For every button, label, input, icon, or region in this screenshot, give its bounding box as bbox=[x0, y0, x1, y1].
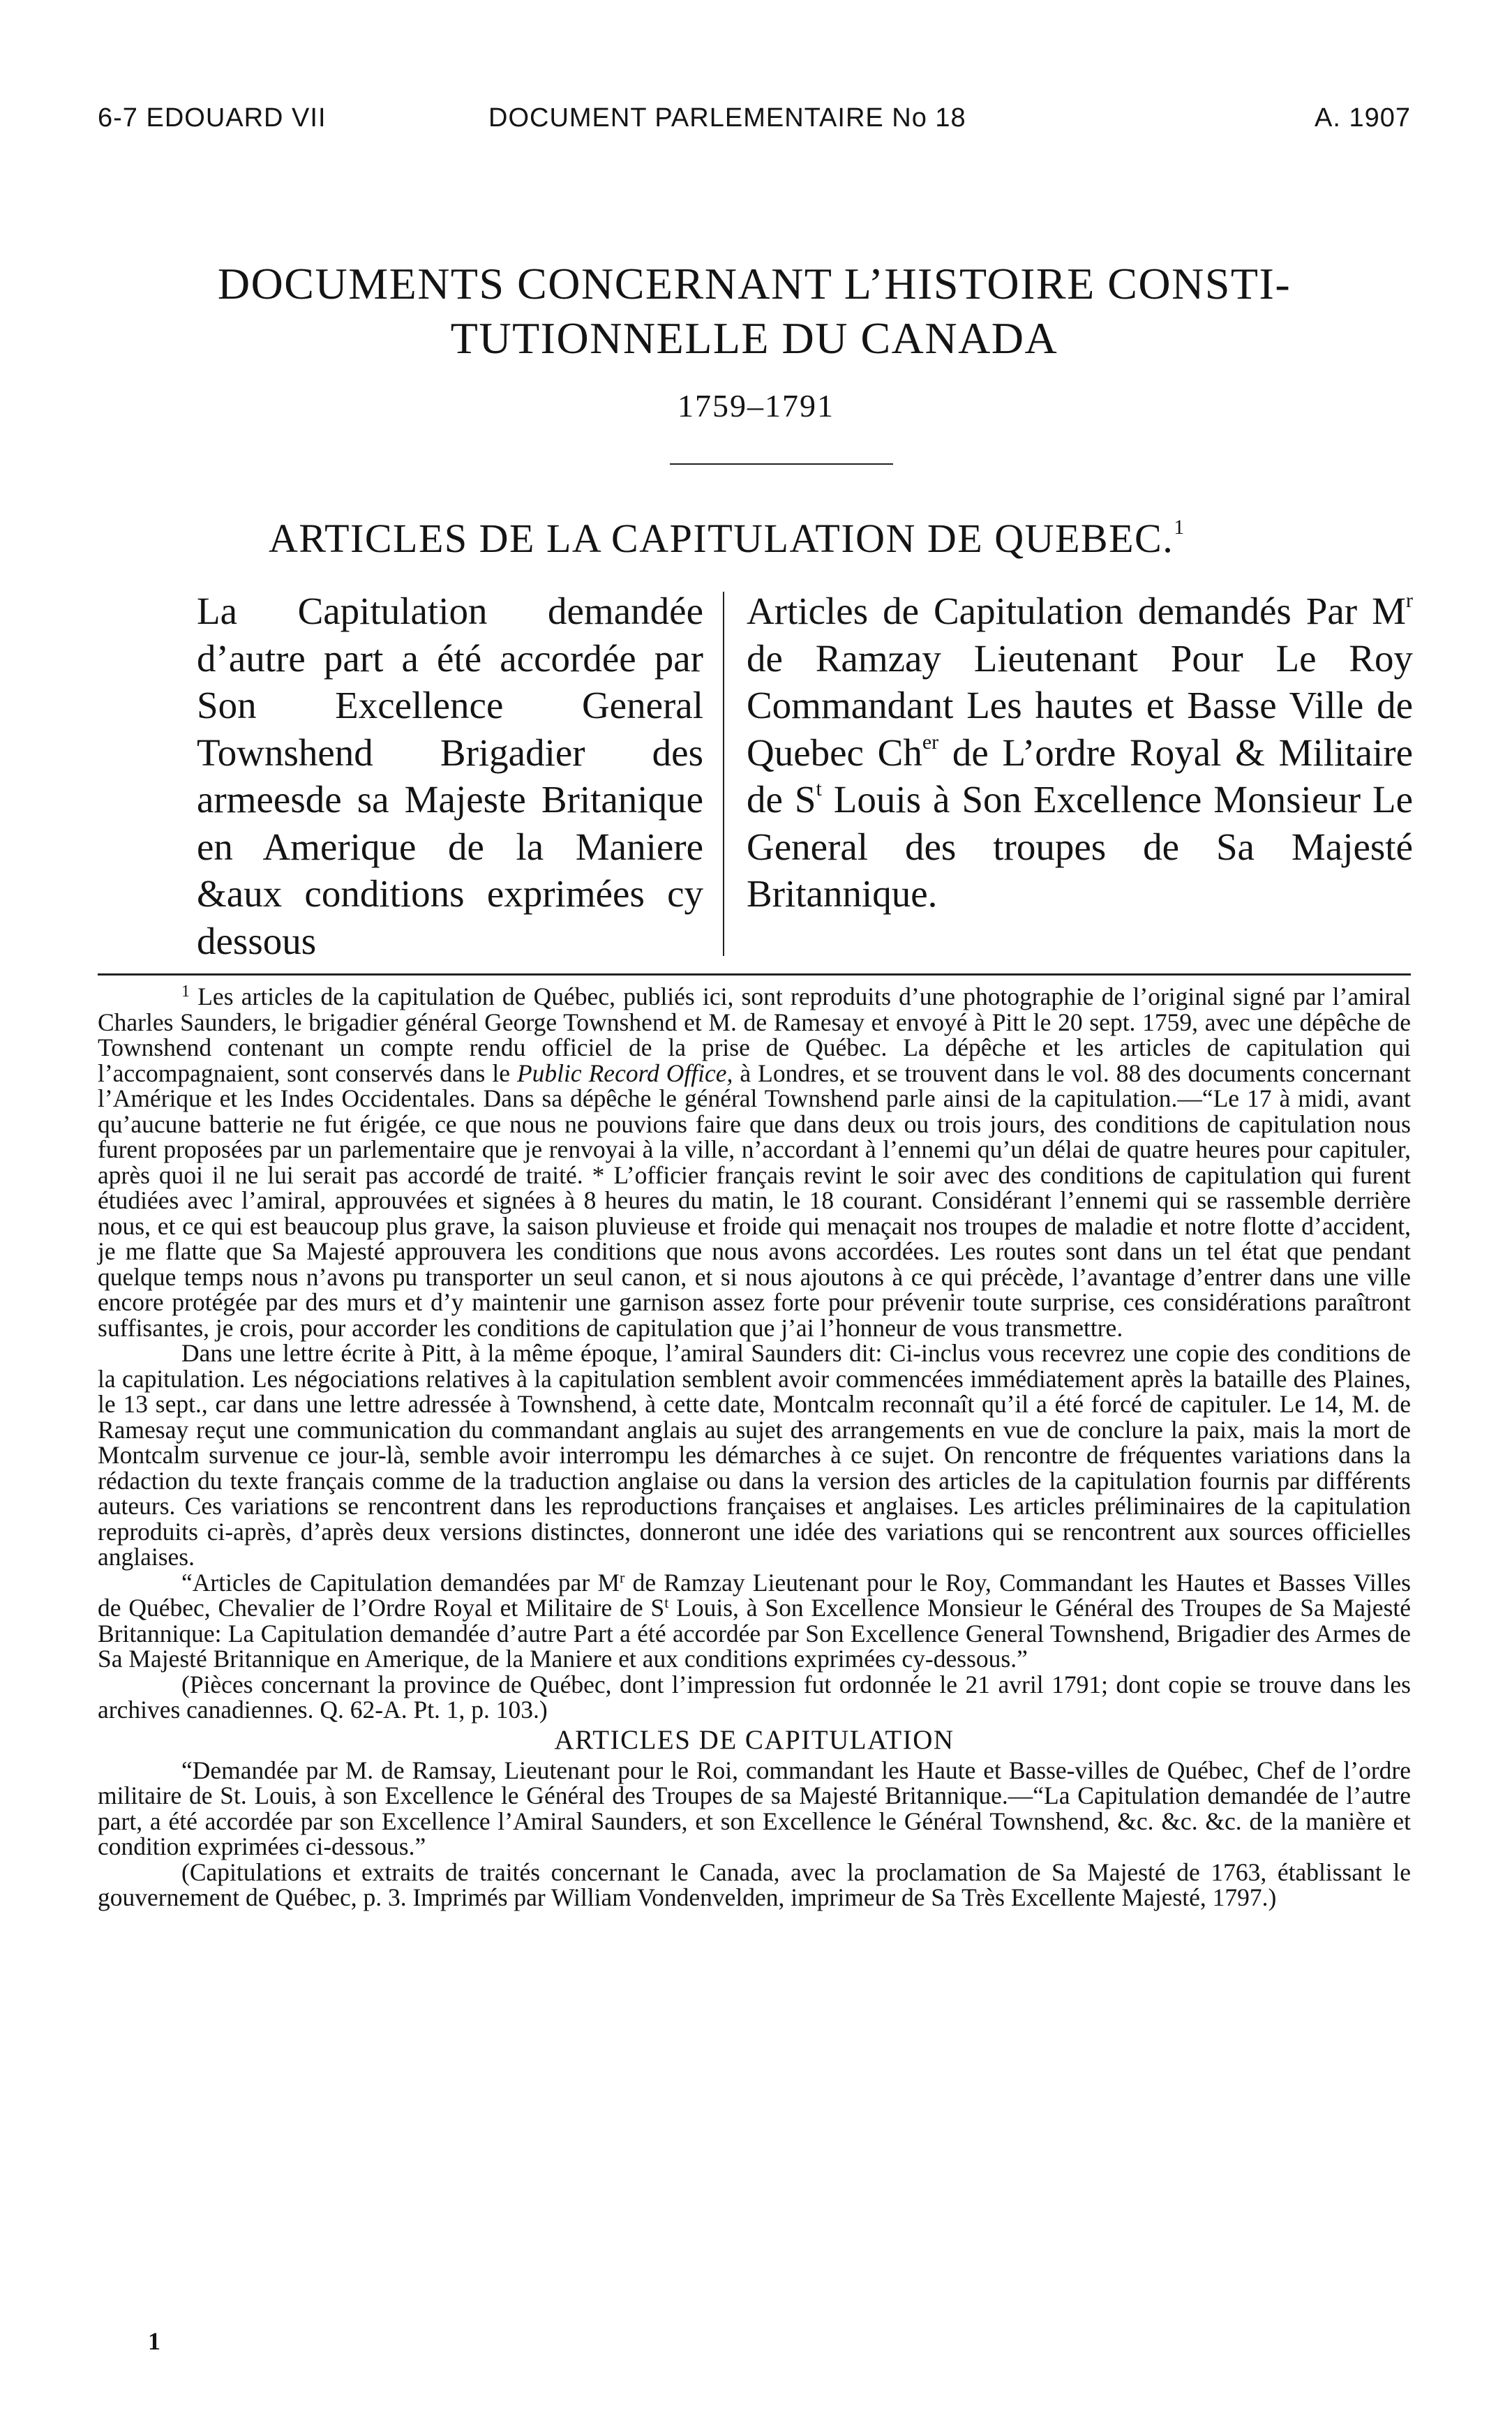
footnote-paragraph-6: (Capitulations et extraits de traités concernant le Canada, avec la proclamation de Sa Majesté de 1763, établissant le gouvernement de Québec, p. 3. Imprimés par William Vondenvelden, imprimeur de Sa Très Excellente Majesté, 1797.) bbox=[98, 1858, 1411, 1911]
footnote-paragraph-1 bbox=[98, 984, 1411, 1340]
title-rule bbox=[670, 463, 893, 465]
right-column-text bbox=[747, 588, 1413, 918]
right-sup-3: t bbox=[816, 777, 822, 800]
section-title bbox=[269, 515, 1455, 562]
fn3-text-a: “Articles de Capitulation demandées par M bbox=[181, 1568, 620, 1597]
right-text-4: Louis à Son Excellence Monsieur Le General des troupes de Sa Majesté Britannique. bbox=[747, 778, 1414, 915]
fn1-italic: Public Record Office, bbox=[516, 1059, 733, 1087]
page-number: 1 bbox=[148, 2327, 160, 2355]
title-line-2: TUTIONNELLE DU CANADA bbox=[450, 313, 1058, 363]
fn3-text-b: de Ramzay Lieutenant pour le Roy, Commandant les Hautes et Basses Villes de Québec, Chevalier de l’Ordre Royal et Militaire de S bbox=[98, 1568, 1411, 1622]
document-title bbox=[98, 257, 1411, 366]
footnote-reference: 1 bbox=[1174, 516, 1185, 539]
running-header bbox=[98, 103, 1411, 145]
fn1-text-a: Les articles de la capitulation de Québec, publiés ici, sont reproduits d’une photographie de l’original signé par l’amiral Charles Saunders, le brigadier général George Townshend et M. de Ramesay et envoyé à Pitt le 20 sept. 1759, avec une dépêche de Townshend contenant un compte rendu officiel de la prise de Québec. La dépêche et les articles de capitulation qui l’accompagnaient, sont conservés dans le bbox=[98, 982, 1411, 1087]
footnote-paragraph-2: Dans une lettre écrite à Pitt, à la même époque, l’amiral Saunders dit: Ci-inclus vous recevrez une copie des conditions de la capitulation. Les négociations relatives à la capitulation semblent avoir commencées immédiatement après la bataille des Plaines, le 13 sept., car dans une lettre adressée à Townshend, à cette date, Montcalm reconnaît qu’il a été forcé de capituler. Le 14, M. de Ramesay reçut une communication du commandant anglais au sujet des arrangements en vue de conclure la paix, mais la mort de Montcalm survenue ce jour-là, semble avoir interrompu les démarches à ce sujet. On rencontre de fréquentes variations dans la rédaction du texte français comme de la traduction anglaise ou dans la version des articles de la capitulation fournis par différents auteurs. Ces variations se rencontrent dans les reproductions françaises et anglaises. Les articles préliminaires de la capitulation reproduits ci-après, d’après deux versions distinctes, donneront une idée des variations qui se rencontrent aux sources officielles anglaises. bbox=[98, 1339, 1411, 1571]
footnote-rule bbox=[98, 973, 1411, 976]
footnote-paragraph-3 bbox=[98, 1570, 1411, 1672]
header-left: 6-7 EDOUARD VII bbox=[98, 103, 327, 133]
right-text-2: de Ramzay Lieutenant Pour Le Roy Commandant Les hautes et Basse Ville de Quebec Ch bbox=[747, 636, 1413, 774]
title-line-1: DOCUMENTS CONCERNANT L’HISTOIRE CONSTI- bbox=[217, 259, 1292, 308]
right-sup-2: er bbox=[922, 730, 939, 754]
right-text-1: Articles de Capitulation demandés Par M bbox=[747, 590, 1406, 632]
section-title-text: ARTICLES DE LA CAPITULATION DE QUEBEC. bbox=[269, 516, 1174, 561]
articles-heading: ARTICLES DE CAPITULATION bbox=[554, 1724, 955, 1755]
fn3-sup-1: r bbox=[620, 1568, 625, 1586]
left-column-text: La Capitulation demandée d’autre part a été accordée par Son Excellence General Townshend Brigadier des armeesde sa Majeste Britanique en Amerique de la Maniere &aux conditions exprimées cy dessous bbox=[197, 590, 703, 962]
footnote-paragraph-4: (Pièces concernant la province de Québec, dont l’impression fut ordonnée le 21 avril 1791; dont copie se trouve dans les archives canadiennes. Q. 62-A. Pt. 1, p. 103.) bbox=[98, 1670, 1411, 1724]
right-text-3: de L’ordre Royal & Militaire de S bbox=[747, 731, 1413, 821]
fn3-sup-2: t bbox=[664, 1594, 669, 1611]
header-center: DOCUMENT PARLEMENTAIRE No 18 bbox=[488, 103, 966, 133]
fn3-text-c: Louis, à Son Excellence Monsieur le Général des Troupes de Sa Majesté Britannique: La Capitulation demandée d’autre Part a été accordée par Son Excellence General Townshend, Brigadier des Armes de Sa Majesté Britannique en Amerique, de la Maniere et aux conditions exprimées cy-dessous.” bbox=[98, 1594, 1411, 1673]
right-sup-1: r bbox=[1406, 589, 1413, 612]
column-divider bbox=[723, 592, 724, 956]
footnote-paragraph-5: “Demandée par M. de Ramsay, Lieutenant pour le Roi, commandant les Haute et Basse-villes de Québec, Chef de l’ordre militaire de St. Louis, à son Excellence le Général des Troupes de sa Majesté Britannique.—“La Capitulation demandée de l’autre part, a été accordée par son Excellence l’Amiral Saunders, et son Excellence le Général Townshend, &c. &c. &c. de la manière et condition exprimées ci-dessous.” bbox=[98, 1756, 1411, 1860]
header-right: A. 1907 bbox=[1315, 103, 1411, 133]
footnote-mark: 1 bbox=[181, 982, 190, 1001]
date-range: 1759–1791 bbox=[678, 388, 834, 424]
fn1-text-b: à Londres, et se trouvent dans le vol. 88 des documents concernant l’Amérique et les Indes Occidentales. Dans sa dépêche le général Townshend parle ainsi de la capitulation.—“Le 17 à midi, avant qu’aucune batterie ne fut érigée, ce que nous ne pouvions faire que dans deux ou trois jours, des conditions de capitulation nous furent proposées par un parlementaire que je renvoyai à la ville, n’accordant à l’ennemi qu’un délai de quatre heures pour capituler, après quoi il ne lui serait pas accordé de traité. * L’officier français revint le soir avec des conditions de capitulation qui furent étudiées avec l’amiral, approuvées et signées à 8 heures du matin, le 18 courant. Considérant l’ennemi qui se rassemble derrière nous, et ce qui est beaucoup plus grave, la saison pluvieuse et froide qui menaçait nos troupes de maladie et notre flotte d’accident, je me flatte que Sa Majesté approuvera les conditions que nous avons accordées. Les routes sont dans un tel état que pendant quelque temps nous n’avons pu transporter un seul canon, et si nous ajoutons à ce qui précède, l’avantage d’entrer dans une ville encore protégée par des murs et d’y maintenir une garnison assez forte pour prévenir toute surprise, ces considérations paraîtront suffisantes, je crois, pour accorder les conditions de capitulation que j’ai l’honneur de vous transmettre. bbox=[98, 1059, 1411, 1342]
footnote-block bbox=[98, 984, 1411, 1911]
